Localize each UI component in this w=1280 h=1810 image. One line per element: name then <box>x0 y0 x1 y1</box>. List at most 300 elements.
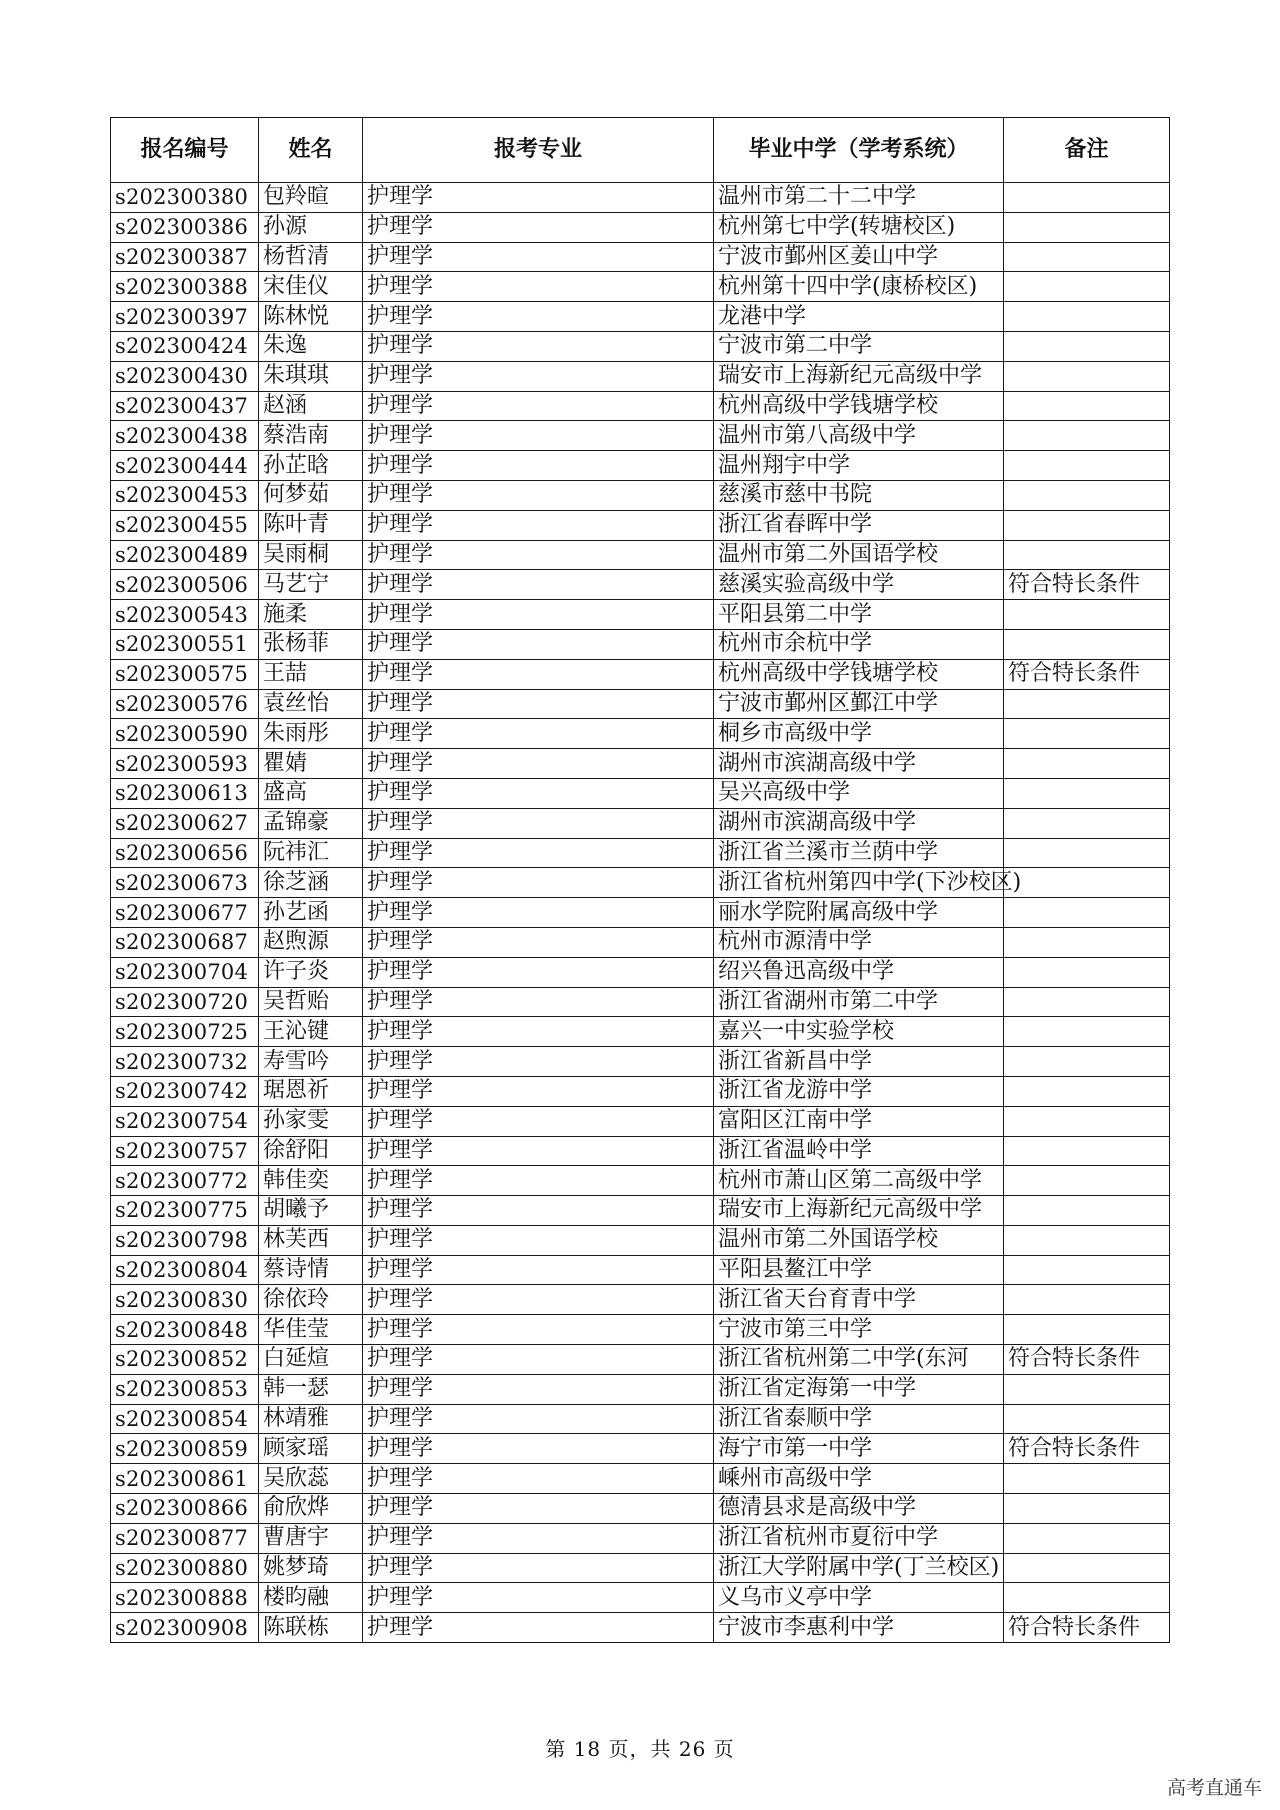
table-row <box>111 570 1170 600</box>
name-cell: 王喆 <box>259 659 363 689</box>
name-cell: 孙家雯 <box>259 1106 363 1136</box>
remark-cell <box>1004 302 1170 332</box>
school-cell: 浙江省龙游中学 <box>714 1076 1004 1106</box>
name-cell: 孙芷晗 <box>259 451 363 481</box>
major-cell: 护理学 <box>363 212 714 242</box>
name-cell: 陈林悦 <box>259 302 363 332</box>
name-cell: 宋佳仪 <box>259 272 363 302</box>
remark-cell: 符合特长条件 <box>1004 1345 1170 1375</box>
school-cell: 宁波市鄞州区鄞江中学 <box>714 689 1004 719</box>
registration-id-cell: s202300852 <box>111 1345 259 1375</box>
registration-id-cell: s202300798 <box>111 1225 259 1255</box>
major-cell: 护理学 <box>363 1553 714 1583</box>
name-cell: 施柔 <box>259 600 363 630</box>
registration-id-cell: s202300772 <box>111 1166 259 1196</box>
remark-cell <box>1004 1106 1170 1136</box>
major-cell: 护理学 <box>363 1166 714 1196</box>
school-cell: 浙江省定海第一中学 <box>714 1374 1004 1404</box>
page-footer <box>0 1733 1280 1762</box>
remark-cell <box>1004 1494 1170 1524</box>
name-cell: 白延煊 <box>259 1345 363 1375</box>
table-row <box>111 1374 1170 1404</box>
remark-cell <box>1004 242 1170 272</box>
remark-cell <box>1004 1404 1170 1434</box>
table-row <box>111 510 1170 540</box>
registration-id-cell: s202300742 <box>111 1076 259 1106</box>
table-row <box>111 1583 1170 1613</box>
remark-cell <box>1004 1017 1170 1047</box>
table-row <box>111 1106 1170 1136</box>
name-cell: 胡曦予 <box>259 1196 363 1226</box>
table-row <box>111 1315 1170 1345</box>
name-cell: 包羚暄 <box>259 183 363 213</box>
remark-cell <box>1004 1047 1170 1077</box>
remark-cell <box>1004 421 1170 451</box>
header-graduated-school: 毕业中学（学考系统） <box>714 118 1004 183</box>
school-cell: 浙江省新昌中学 <box>714 1047 1004 1077</box>
remark-cell <box>1004 600 1170 630</box>
major-cell: 护理学 <box>363 183 714 213</box>
major-cell: 护理学 <box>363 600 714 630</box>
table-row <box>111 1464 1170 1494</box>
name-cell: 杨哲清 <box>259 242 363 272</box>
name-cell: 姚梦琦 <box>259 1553 363 1583</box>
remark-cell <box>1004 838 1170 868</box>
school-cell: 瑞安市上海新纪元高级中学 <box>714 1196 1004 1226</box>
school-cell: 嘉兴一中实验学校 <box>714 1017 1004 1047</box>
table-row <box>111 719 1170 749</box>
registration-id-cell: s202300543 <box>111 600 259 630</box>
table-row <box>111 749 1170 779</box>
name-cell: 袁丝怡 <box>259 689 363 719</box>
school-cell: 富阳区江南中学 <box>714 1106 1004 1136</box>
name-cell: 俞欣烨 <box>259 1494 363 1524</box>
registration-id-cell: s202300575 <box>111 659 259 689</box>
table-row <box>111 1225 1170 1255</box>
table-row <box>111 451 1170 481</box>
major-cell: 护理学 <box>363 1315 714 1345</box>
major-cell: 护理学 <box>363 1613 714 1643</box>
table-row <box>111 629 1170 659</box>
major-cell: 护理学 <box>363 1404 714 1434</box>
table-row <box>111 1345 1170 1375</box>
major-cell: 护理学 <box>363 1464 714 1494</box>
table-row <box>111 1255 1170 1285</box>
school-cell: 温州市第二外国语学校 <box>714 1225 1004 1255</box>
table-row <box>111 868 1170 898</box>
remark-cell <box>1004 629 1170 659</box>
major-cell: 护理学 <box>363 1345 714 1375</box>
name-cell: 楼昀融 <box>259 1583 363 1613</box>
name-cell: 孙源 <box>259 212 363 242</box>
school-cell: 浙江省温岭中学 <box>714 1136 1004 1166</box>
table-row <box>111 1434 1170 1464</box>
table-row <box>111 1523 1170 1553</box>
name-cell: 张杨菲 <box>259 629 363 659</box>
school-cell: 宁波市李惠利中学 <box>714 1613 1004 1643</box>
table-row <box>111 242 1170 272</box>
registration-id-cell: s202300387 <box>111 242 259 272</box>
major-cell: 护理学 <box>363 838 714 868</box>
registration-id-cell: s202300590 <box>111 719 259 749</box>
registration-id-cell: s202300444 <box>111 451 259 481</box>
registration-id-cell: s202300380 <box>111 183 259 213</box>
table-row <box>111 1166 1170 1196</box>
name-cell: 曹唐宇 <box>259 1523 363 1553</box>
school-cell: 平阳县鳌江中学 <box>714 1255 1004 1285</box>
registration-id-cell: s202300757 <box>111 1136 259 1166</box>
school-cell: 温州市第二十二中学 <box>714 183 1004 213</box>
registration-id-cell: s202300775 <box>111 1196 259 1226</box>
header-major: 报考专业 <box>363 118 714 183</box>
name-cell: 孟锦豪 <box>259 808 363 838</box>
remark-cell: 符合特长条件 <box>1004 1613 1170 1643</box>
major-cell: 护理学 <box>363 987 714 1017</box>
registration-id-cell: s202300859 <box>111 1434 259 1464</box>
school-cell: 杭州市萧山区第二高级中学 <box>714 1166 1004 1196</box>
remark-cell <box>1004 391 1170 421</box>
school-cell: 龙港中学 <box>714 302 1004 332</box>
major-cell: 护理学 <box>363 391 714 421</box>
remark-cell <box>1004 927 1170 957</box>
remark-cell <box>1004 1464 1170 1494</box>
remark-cell <box>1004 1553 1170 1583</box>
name-cell: 琚恩祈 <box>259 1076 363 1106</box>
registration-id-cell: s202300861 <box>111 1464 259 1494</box>
registration-id-cell: s202300430 <box>111 361 259 391</box>
school-cell: 浙江省兰溪市兰荫中学 <box>714 838 1004 868</box>
school-cell: 宁波市第二中学 <box>714 331 1004 361</box>
name-cell: 陈叶青 <box>259 510 363 540</box>
school-cell: 海宁市第一中学 <box>714 1434 1004 1464</box>
name-cell: 吴欣蕊 <box>259 1464 363 1494</box>
table-row <box>111 898 1170 928</box>
registration-id-cell: s202300437 <box>111 391 259 421</box>
table-row <box>111 659 1170 689</box>
school-cell: 丽水学院附属高级中学 <box>714 898 1004 928</box>
name-cell: 吴哲贻 <box>259 987 363 1017</box>
table-row <box>111 600 1170 630</box>
school-cell: 德清县求是高级中学 <box>714 1494 1004 1524</box>
school-cell: 浙江省泰顺中学 <box>714 1404 1004 1434</box>
table-row <box>111 361 1170 391</box>
registration-id-cell: s202300854 <box>111 1404 259 1434</box>
remark-cell: 符合特长条件 <box>1004 1434 1170 1464</box>
major-cell: 护理学 <box>363 421 714 451</box>
school-cell: 杭州市余杭中学 <box>714 629 1004 659</box>
name-cell: 韩一瑟 <box>259 1374 363 1404</box>
table-row <box>111 1613 1170 1643</box>
major-cell: 护理学 <box>363 242 714 272</box>
name-cell: 寿雪吟 <box>259 1047 363 1077</box>
remark-cell <box>1004 868 1170 898</box>
remark-cell <box>1004 1076 1170 1106</box>
table-row <box>111 927 1170 957</box>
name-cell: 吴雨桐 <box>259 540 363 570</box>
remark-cell <box>1004 1166 1170 1196</box>
header-remark: 备注 <box>1004 118 1170 183</box>
table-body <box>111 183 1170 1643</box>
remark-cell <box>1004 719 1170 749</box>
major-cell: 护理学 <box>363 629 714 659</box>
name-cell: 赵涵 <box>259 391 363 421</box>
name-cell: 陈联栋 <box>259 1613 363 1643</box>
major-cell: 护理学 <box>363 1255 714 1285</box>
school-cell: 宁波市鄞州区姜山中学 <box>714 242 1004 272</box>
registration-id-cell: s202300725 <box>111 1017 259 1047</box>
registration-id-cell: s202300880 <box>111 1553 259 1583</box>
major-cell: 护理学 <box>363 302 714 332</box>
table-row <box>111 183 1170 213</box>
name-cell: 徐芝涵 <box>259 868 363 898</box>
school-cell: 温州翔宇中学 <box>714 451 1004 481</box>
school-cell: 慈溪市慈中书院 <box>714 480 1004 510</box>
registration-id-cell: s202300627 <box>111 808 259 838</box>
name-cell: 华佳莹 <box>259 1315 363 1345</box>
major-cell: 护理学 <box>363 1374 714 1404</box>
registration-id-cell: s202300551 <box>111 629 259 659</box>
major-cell: 护理学 <box>363 331 714 361</box>
major-cell: 护理学 <box>363 510 714 540</box>
name-cell: 韩佳奕 <box>259 1166 363 1196</box>
admission-list-table <box>110 117 1170 1643</box>
major-cell: 护理学 <box>363 927 714 957</box>
major-cell: 护理学 <box>363 1136 714 1166</box>
name-cell: 瞿婧 <box>259 749 363 779</box>
registration-id-cell: s202300593 <box>111 749 259 779</box>
registration-id-cell: s202300866 <box>111 1494 259 1524</box>
registration-id-cell: s202300388 <box>111 272 259 302</box>
school-cell: 湖州市滨湖高级中学 <box>714 749 1004 779</box>
name-cell: 徐舒阳 <box>259 1136 363 1166</box>
registration-id-cell: s202300704 <box>111 957 259 987</box>
major-cell: 护理学 <box>363 540 714 570</box>
name-cell: 徐依玲 <box>259 1285 363 1315</box>
remark-cell <box>1004 212 1170 242</box>
remark-cell: 符合特长条件 <box>1004 570 1170 600</box>
school-cell: 吴兴高级中学 <box>714 778 1004 808</box>
registration-id-cell: s202300613 <box>111 778 259 808</box>
table-row <box>111 987 1170 1017</box>
name-cell: 朱雨彤 <box>259 719 363 749</box>
school-cell: 嵊州市高级中学 <box>714 1464 1004 1494</box>
registration-id-cell: s202300386 <box>111 212 259 242</box>
table-row <box>111 1076 1170 1106</box>
remark-cell <box>1004 1196 1170 1226</box>
name-cell: 何梦茹 <box>259 480 363 510</box>
major-cell: 护理学 <box>363 1076 714 1106</box>
table-row <box>111 421 1170 451</box>
registration-id-cell: s202300732 <box>111 1047 259 1077</box>
registration-id-cell: s202300424 <box>111 331 259 361</box>
remark-cell <box>1004 749 1170 779</box>
school-cell: 瑞安市上海新纪元高级中学 <box>714 361 1004 391</box>
table-row <box>111 1047 1170 1077</box>
table-row <box>111 391 1170 421</box>
table-row <box>111 1404 1170 1434</box>
registration-id-cell: s202300908 <box>111 1613 259 1643</box>
remark-cell <box>1004 540 1170 570</box>
registration-id-cell: s202300673 <box>111 868 259 898</box>
table-row <box>111 808 1170 838</box>
major-cell: 护理学 <box>363 1017 714 1047</box>
school-cell: 浙江省湖州市第二中学 <box>714 987 1004 1017</box>
major-cell: 护理学 <box>363 868 714 898</box>
major-cell: 护理学 <box>363 1434 714 1464</box>
registration-id-cell: s202300677 <box>111 898 259 928</box>
table-row <box>111 689 1170 719</box>
major-cell: 护理学 <box>363 1225 714 1255</box>
remark-cell <box>1004 1583 1170 1613</box>
registration-id-cell: s202300453 <box>111 480 259 510</box>
registration-id-cell: s202300888 <box>111 1583 259 1613</box>
remark-cell <box>1004 689 1170 719</box>
school-cell: 慈溪实验高级中学 <box>714 570 1004 600</box>
registration-id-cell: s202300848 <box>111 1315 259 1345</box>
name-cell: 顾家瑶 <box>259 1434 363 1464</box>
registration-id-cell: s202300438 <box>111 421 259 451</box>
remark-cell <box>1004 272 1170 302</box>
remark-cell: 符合特长条件 <box>1004 659 1170 689</box>
table-row <box>111 331 1170 361</box>
table-row <box>111 540 1170 570</box>
school-cell: 浙江省杭州第二中学(东河 <box>714 1345 1004 1375</box>
name-cell: 许子炎 <box>259 957 363 987</box>
major-cell: 护理学 <box>363 719 714 749</box>
school-cell: 杭州第十四中学(康桥校区) <box>714 272 1004 302</box>
remark-cell <box>1004 451 1170 481</box>
school-cell: 浙江省杭州第四中学(下沙校区) <box>714 868 1004 898</box>
registration-id-cell: s202300576 <box>111 689 259 719</box>
school-cell: 绍兴鲁迅高级中学 <box>714 957 1004 987</box>
name-cell: 盛高 <box>259 778 363 808</box>
remark-cell <box>1004 510 1170 540</box>
registration-id-cell: s202300397 <box>111 302 259 332</box>
remark-cell <box>1004 957 1170 987</box>
registration-id-cell: s202300455 <box>111 510 259 540</box>
table-row <box>111 1494 1170 1524</box>
name-cell: 林芙西 <box>259 1225 363 1255</box>
name-cell: 王沁键 <box>259 1017 363 1047</box>
school-cell: 杭州第七中学(转塘校区) <box>714 212 1004 242</box>
major-cell: 护理学 <box>363 1523 714 1553</box>
major-cell: 护理学 <box>363 898 714 928</box>
name-cell: 蔡诗情 <box>259 1255 363 1285</box>
major-cell: 护理学 <box>363 778 714 808</box>
remark-cell <box>1004 361 1170 391</box>
table-row <box>111 957 1170 987</box>
remark-cell <box>1004 480 1170 510</box>
table-row <box>111 1017 1170 1047</box>
major-cell: 护理学 <box>363 1583 714 1613</box>
major-cell: 护理学 <box>363 570 714 600</box>
table-header-row <box>111 118 1170 183</box>
major-cell: 护理学 <box>363 361 714 391</box>
school-cell: 宁波市第三中学 <box>714 1315 1004 1345</box>
school-cell: 杭州高级中学钱塘学校 <box>714 659 1004 689</box>
major-cell: 护理学 <box>363 1494 714 1524</box>
school-cell: 桐乡市高级中学 <box>714 719 1004 749</box>
table-row <box>111 1285 1170 1315</box>
watermark: 高考直通车 <box>1166 1777 1262 1799</box>
page-number: 第 18 页，共 26 页 <box>545 1737 735 1761</box>
major-cell: 护理学 <box>363 689 714 719</box>
school-cell: 浙江省天台育青中学 <box>714 1285 1004 1315</box>
school-cell: 平阳县第二中学 <box>714 600 1004 630</box>
header-registration-id: 报名编号 <box>111 118 259 183</box>
remark-cell <box>1004 1315 1170 1345</box>
name-cell: 朱逸 <box>259 331 363 361</box>
school-cell: 温州市第二外国语学校 <box>714 540 1004 570</box>
major-cell: 护理学 <box>363 957 714 987</box>
major-cell: 护理学 <box>363 1285 714 1315</box>
registration-id-cell: s202300506 <box>111 570 259 600</box>
school-cell: 浙江大学附属中学(丁兰校区) <box>714 1553 1004 1583</box>
major-cell: 护理学 <box>363 749 714 779</box>
table-row <box>111 1553 1170 1583</box>
remark-cell <box>1004 331 1170 361</box>
school-cell: 浙江省杭州市夏衍中学 <box>714 1523 1004 1553</box>
name-cell: 林靖雅 <box>259 1404 363 1434</box>
remark-cell <box>1004 1285 1170 1315</box>
school-cell: 湖州市滨湖高级中学 <box>714 808 1004 838</box>
remark-cell <box>1004 987 1170 1017</box>
remark-cell <box>1004 1374 1170 1404</box>
major-cell: 护理学 <box>363 1106 714 1136</box>
name-cell: 孙艺函 <box>259 898 363 928</box>
major-cell: 护理学 <box>363 1196 714 1226</box>
remark-cell <box>1004 898 1170 928</box>
school-cell: 义乌市义亭中学 <box>714 1583 1004 1613</box>
name-cell: 马艺宁 <box>259 570 363 600</box>
name-cell: 赵煦源 <box>259 927 363 957</box>
table-row <box>111 1196 1170 1226</box>
major-cell: 护理学 <box>363 272 714 302</box>
table-row <box>111 212 1170 242</box>
remark-cell <box>1004 183 1170 213</box>
registration-id-cell: s202300489 <box>111 540 259 570</box>
remark-cell <box>1004 778 1170 808</box>
major-cell: 护理学 <box>363 659 714 689</box>
table-row <box>111 272 1170 302</box>
table-row <box>111 778 1170 808</box>
remark-cell <box>1004 808 1170 838</box>
registration-id-cell: s202300877 <box>111 1523 259 1553</box>
registration-id-cell: s202300804 <box>111 1255 259 1285</box>
name-cell: 朱琪琪 <box>259 361 363 391</box>
school-cell: 杭州高级中学钱塘学校 <box>714 391 1004 421</box>
table-row <box>111 480 1170 510</box>
major-cell: 护理学 <box>363 451 714 481</box>
table-row <box>111 302 1170 332</box>
name-cell: 蔡浩南 <box>259 421 363 451</box>
major-cell: 护理学 <box>363 808 714 838</box>
remark-cell <box>1004 1136 1170 1166</box>
table-row <box>111 1136 1170 1166</box>
major-cell: 护理学 <box>363 1047 714 1077</box>
major-cell: 护理学 <box>363 480 714 510</box>
remark-cell <box>1004 1523 1170 1553</box>
header-name: 姓名 <box>259 118 363 183</box>
registration-id-cell: s202300853 <box>111 1374 259 1404</box>
registration-id-cell: s202300656 <box>111 838 259 868</box>
school-cell: 浙江省春晖中学 <box>714 510 1004 540</box>
registration-id-cell: s202300830 <box>111 1285 259 1315</box>
school-cell: 温州市第八高级中学 <box>714 421 1004 451</box>
school-cell: 杭州市源清中学 <box>714 927 1004 957</box>
remark-cell <box>1004 1255 1170 1285</box>
registration-id-cell: s202300754 <box>111 1106 259 1136</box>
